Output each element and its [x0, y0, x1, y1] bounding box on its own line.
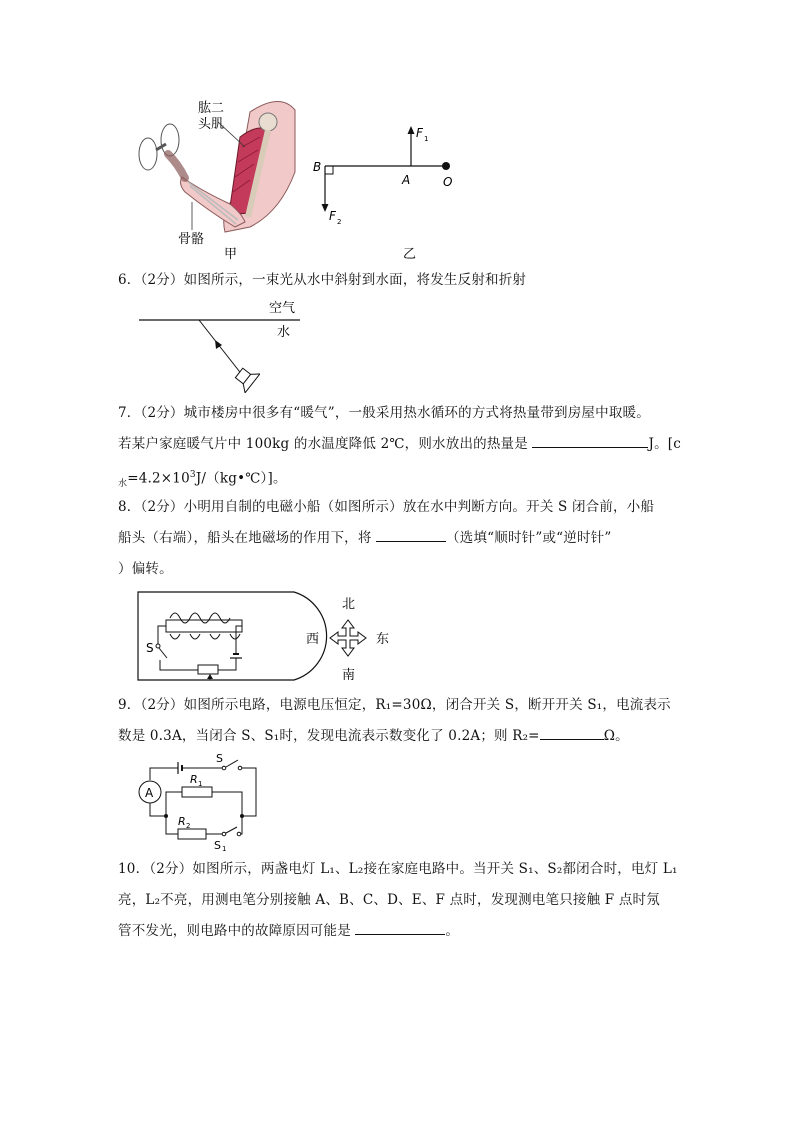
dir-west: 西 — [306, 632, 320, 647]
label-r2-sub: 2 — [186, 822, 191, 830]
force-f1-sub: 1 — [424, 135, 429, 143]
dir-north: 北 — [342, 597, 356, 612]
question-7-line2: 若某户家庭暖气片中 100kg 的水温度降低 2℃，则水放出的热量是 J。[c — [118, 429, 683, 460]
question-6-text: 6．（2分）如图所示，一束光从水中斜射到水面，将发生反射和折射 — [118, 272, 527, 288]
label-switch-s: S — [216, 752, 223, 765]
question-10-line1: 10．（2分）如图所示，两盏电灯 L₁、L₂接在家庭电路中。当开关 S₁、S₂都闭合时，电灯 L₁ — [118, 861, 678, 877]
label-switch-s: S — [146, 641, 154, 655]
answer-blank-r2[interactable] — [540, 725, 604, 740]
question-9-line1: 9．（2分）如图所示电路，电源电压恒定，R₁=30Ω，闭合开关 S，断开开关 S₁，电流表示 — [118, 697, 671, 713]
question-8-line1: 8．（2分）小明用自制的电磁小船（如图所示）放在水中判断方向。开关 S 闭合前，小船 — [118, 499, 655, 515]
label-r1-sub: 1 — [198, 780, 203, 788]
label-bone: 骨骼 — [178, 232, 205, 247]
label-switch-s1: S — [214, 839, 221, 852]
lever-diagram — [322, 126, 451, 212]
label-water: 水 — [277, 325, 291, 340]
question-10 — [118, 854, 683, 947]
label-r2: R — [178, 815, 186, 828]
question-8 — [118, 492, 683, 585]
dir-south: 南 — [342, 668, 356, 683]
answer-blank-heat[interactable] — [532, 433, 648, 448]
dir-east: 东 — [376, 632, 390, 647]
question-10-line2: 亮，L₂不亮，用测电笔分别接触 A、B、C、D、E、F 点时，发现测电笔只接触 F 点时氖 — [118, 892, 660, 908]
question-6 — [118, 265, 683, 296]
label-air: 空气 — [269, 301, 296, 316]
point-b: B — [313, 160, 322, 174]
force-f2-sub: 2 — [337, 218, 342, 226]
figure-arm-lever — [130, 92, 470, 262]
answer-blank-rotation[interactable] — [376, 527, 446, 542]
label-biceps-line1: 肱二 — [198, 101, 225, 116]
label-s1-sub: 1 — [222, 845, 227, 852]
question-8-line3: ）偏转。 — [118, 561, 173, 577]
question-7-line3: $_水=4.2\times 10^3J/(kg•℃)$]。 — [118, 470, 287, 490]
label-ammeter: A — [145, 786, 154, 800]
figure-electromagnetic-boat — [136, 588, 398, 684]
caption-jia: 甲 — [224, 247, 238, 262]
question-10-line3: 管不发光，则电路中的故障原因可能是 。 — [118, 916, 683, 947]
label-biceps-line2: 头肌 — [198, 117, 225, 132]
question-9-line2: 数是 0.3A，当闭合 S、S₁时，发现电流表示数变化了 0.2A；则 R₂= Ω。 — [118, 721, 683, 752]
answer-blank-fault[interactable] — [355, 920, 445, 935]
point-a: A — [402, 173, 411, 187]
force-f1: F — [416, 126, 423, 140]
figure-circuit-q9 — [134, 752, 264, 852]
figure-light-water — [135, 296, 310, 396]
point-o: O — [443, 175, 453, 189]
label-r1: R — [190, 773, 198, 786]
question-8-line2: 船头（右端），船头在地磁场的作用下，将 （选填“顺时针”或“逆时针” — [118, 523, 683, 554]
question-7-line1: 7．（2分）城市楼房中很多有“暖气”，一般采用热水循环的方式将热量带到房屋中取暖。 — [118, 405, 650, 421]
force-f2: F — [329, 209, 336, 223]
question-7 — [118, 398, 683, 500]
caption-yi: 乙 — [403, 247, 417, 262]
question-9 — [118, 690, 683, 752]
